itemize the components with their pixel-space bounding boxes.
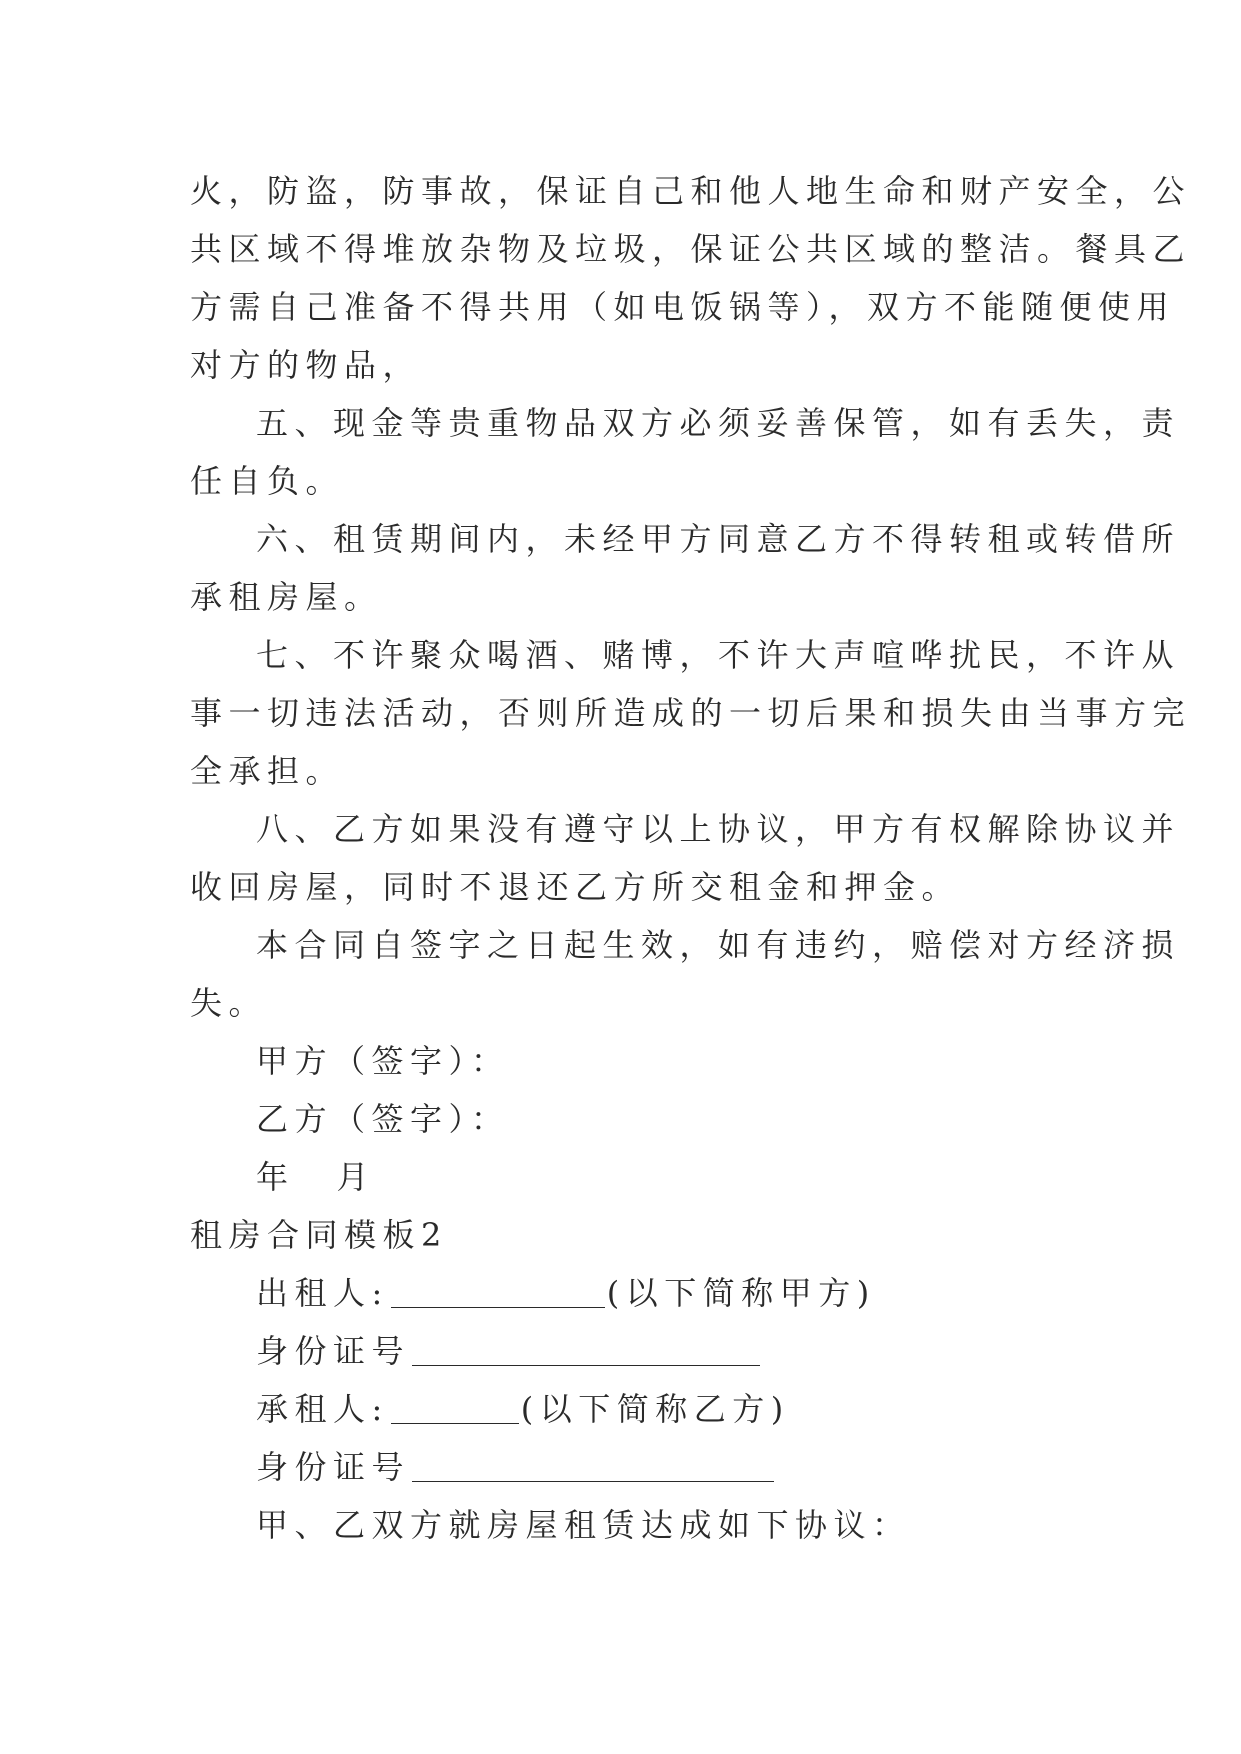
paragraph-8-line-2: 收回房屋，同时不退还乙方所交租金和押金。 xyxy=(190,868,961,906)
lessee-id-label: 身份证号 xyxy=(256,1448,411,1486)
effective-clause-line-2: 失。 xyxy=(190,984,268,1022)
lessor-label: 出租人: xyxy=(256,1274,389,1312)
lessee-line xyxy=(190,1380,1050,1438)
paragraph-6-line-2: 承租房屋。 xyxy=(190,578,383,616)
paragraph-7-line-1: 七、不许聚众喝酒、赌博，不许大声喧哗扰民，不许从 xyxy=(256,636,1181,674)
lessor-name-blank xyxy=(391,1273,605,1308)
lessee-label: 承租人: xyxy=(256,1390,389,1428)
paragraph-6-line-1: 六、租赁期间内，未经甲方同意乙方不得转租或转借所 xyxy=(256,520,1181,558)
paragraph-4-line-4: 对方的物品， xyxy=(190,346,422,384)
lessee-id-line xyxy=(190,1438,1050,1496)
paragraph-5-line-1: 五、现金等贵重物品双方必须妥善保管，如有丢失，责 xyxy=(256,404,1181,442)
lessee-suffix: (以下简称乙方) xyxy=(520,1390,790,1428)
agreement-intro: 甲、乙双方就房屋租赁达成如下协议： xyxy=(256,1506,911,1544)
paragraph-5-line-2: 任自负。 xyxy=(190,462,345,500)
effective-clause-line-1: 本合同自签字之日起生效，如有违约，赔偿对方经济损 xyxy=(256,926,1181,964)
lessor-id-line xyxy=(190,1322,1050,1380)
paragraph-4-line-2: 共区域不得堆放杂物及垃圾，保证公共区域的整洁。餐具乙 xyxy=(190,230,1192,268)
paragraph-4-line-3: 方需自己准备不得共用（如电饭锅等），双方不能随便使用 xyxy=(190,288,1176,326)
party-a-signature: 甲方（签字）： xyxy=(256,1042,510,1080)
lessor-suffix: (以下简称甲方) xyxy=(606,1274,876,1312)
lessee-id-blank xyxy=(412,1447,774,1482)
lessor-id-label: 身份证号 xyxy=(256,1332,411,1370)
paragraph-7-line-3: 全承担。 xyxy=(190,752,345,790)
lessor-line xyxy=(190,1264,1050,1322)
paragraph-8-line-1: 八、乙方如果没有遵守以上协议，甲方有权解除协议并 xyxy=(256,810,1181,848)
lessee-name-blank xyxy=(391,1389,519,1424)
lessor-id-blank xyxy=(412,1331,760,1366)
paragraph-7-line-2: 事一切违法活动，否则所造成的一切后果和损失由当事方完 xyxy=(190,694,1192,732)
document-body xyxy=(190,162,1192,1554)
date-month-label: 月 xyxy=(336,1158,376,1196)
template2-title: 租房合同模板2 xyxy=(190,1216,448,1254)
signature-date xyxy=(190,1148,1050,1206)
paragraph-4-line-1: 火，防盗，防事故，保证自己和他人地生命和财产安全，公 xyxy=(190,172,1192,210)
party-b-signature: 乙方（签字）： xyxy=(256,1100,510,1138)
date-year-label: 年 xyxy=(256,1158,295,1196)
